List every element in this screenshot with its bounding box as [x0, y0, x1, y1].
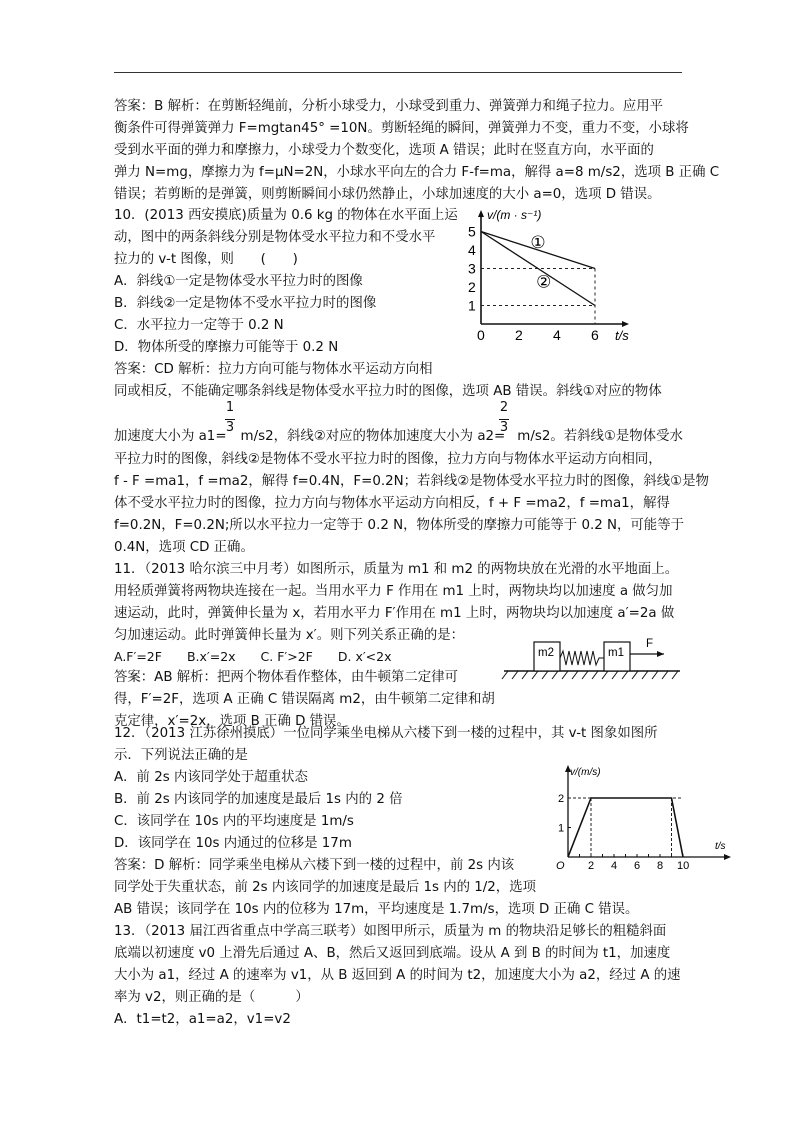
- q10-answer: 0.4N，选项 CD 正确。: [114, 540, 254, 555]
- q11-spring-diagram: [500, 632, 684, 684]
- x-axis-arrow: [724, 854, 731, 860]
- text-seg: 加速度大小为 a1=: [114, 429, 227, 444]
- x-tick-label: 8: [657, 860, 664, 871]
- q11-stem: 11．（2013 哈尔滨三中月考）如图所示，质量为 m1 和 m2 的两物块放在光滑的水平地面上。: [114, 562, 679, 577]
- text-line: 衡条件可得弹簧弹力 F=mgtan45° =10N。剪断轻绳的瞬间，弹簧弹力不变，重力不变，小球将: [114, 121, 689, 136]
- frac1-denominator: 3: [225, 420, 235, 435]
- q10-option-c: C．水平拉力一定等于 0.2 N: [114, 318, 284, 333]
- q13-stem: 大小为 a1，经过 A 的速率为 v1，从 B 返回到 A 的时间为 t2，加速度大小为 a2，经过 A 的速: [114, 968, 681, 983]
- y-axis-label: v/(m · s⁻¹): [487, 208, 542, 222]
- q12-answer: 同学处于失重状态，前 2s 内该同学的加速度是最后 1s 内的 1/2，选项: [114, 880, 536, 895]
- q11-answer: 得，F′=2F，选项 A 正确 C 错误隔离 m2，由牛顿第二定律和胡: [114, 692, 495, 707]
- q11-answer: 答案：AB 解析：把两个物体看作整体，由牛顿第二定律可: [114, 670, 458, 685]
- y-tick-label: 2: [468, 279, 476, 295]
- y-tick-label: 1: [558, 822, 565, 835]
- x-tick-label: 4: [611, 860, 618, 871]
- q10-answer: 同或相反，不能确定哪条斜线是物体受水平拉力时的图像，选项 AB 错误。斜线①对应的物体: [114, 384, 662, 399]
- block-m1-label: m1: [608, 647, 624, 659]
- q12-option-d: D．该同学在 10s 内通过的位移是 17m: [114, 836, 352, 851]
- y-tick-label: 4: [468, 242, 476, 258]
- q10-answer: 平拉力时的图像，斜线②是物体不受水平拉力时的图像，拉力方向与物体水平运动方向相同，: [114, 452, 662, 467]
- y-tick-label: 2: [558, 793, 565, 805]
- x-tick-label: 6: [634, 860, 641, 871]
- q11-stem: 用轻质弹簧将两物块连接在一起。当用水平力 F 作用在 m1 上时，两物块均以加速度 a 做匀加: [114, 584, 673, 599]
- q12-option-c: C．该同学在 10s 内的平均速度是 1m/s: [114, 814, 354, 829]
- ground-hatching: [502, 671, 678, 679]
- x-tick-label: 4: [553, 327, 561, 343]
- x-axis-arrow: [622, 321, 629, 327]
- q10-answer: 体不受水平拉力时的图像，拉力方向与物体水平运动方向相反，f + F =ma2，f =ma1，解得: [114, 496, 670, 511]
- y-axis-label: v/(m/s): [570, 767, 601, 778]
- q10-answer: 答案：CD 解析：拉力方向可能与物体水平运动方向相: [114, 362, 433, 377]
- q10-stem: 拉力的 v-t 图像，则 ( ): [114, 252, 298, 267]
- force-label: F: [646, 638, 654, 650]
- text-seg: m/s2，斜线②对应的物体加速度大小为 a2=: [240, 429, 506, 444]
- q10-chart-group: [468, 208, 629, 343]
- q10-answer: f - F =ma1，f =ma2，解得 f=0.4N，F=0.2N；若斜线②是物体受水平拉力时的图像，斜线①是物: [114, 474, 709, 489]
- x-axis-label: t/s: [715, 841, 726, 852]
- y-tick-label: 3: [468, 260, 476, 277]
- frac2-numerator: 2: [499, 400, 509, 415]
- q13-stem: 底端以初速度 v0 上滑先后通过 A、B，然后又返回到底端。设从 A 到 B 的时间为 t1，加速度: [114, 946, 671, 961]
- q11-stem: 匀加速运动。此时弹簧伸长量为 x′。则下列关系正确的是：: [114, 628, 464, 643]
- q13-stem: 13．（2013 届江西省重点中学高三联考）如图甲所示，质量为 m 的物块沿足够长的粗糙斜面: [114, 924, 667, 939]
- q10-option-a: A．斜线①一定是物体受水平拉力时的图像: [114, 274, 363, 289]
- x-axis-label: t/s: [615, 328, 629, 343]
- q12-option-b: B．前 2s 内该同学的加速度是最后 1s 内的 2 倍: [114, 792, 403, 807]
- q10-stem: 动，图中的两条斜线分别是物体受水平拉力和不受水平: [114, 230, 436, 245]
- q12-answer: 答案：D 解析：同学乘坐电梯从六楼下到一楼的过程中，前 2s 内该: [114, 858, 515, 873]
- text-seg: m/s2。若斜线①是物体受水: [517, 429, 683, 444]
- series-line: [568, 798, 683, 857]
- q10-vt-chart: [454, 206, 654, 348]
- q12-stem: 12．（2013 江苏徐州摸底）一位同学乘坐电梯从六楼下到一楼的过程中，其 v-t 图象如图所: [114, 726, 658, 741]
- q11-answer: 克定律，x′=2x，选项 B 正确 D 错误。: [114, 714, 350, 729]
- q12-option-a: A．前 2s 内该同学处于超重状态: [114, 770, 308, 785]
- q12-answer: AB 错误；该同学在 10s 内的位移为 17m，平均速度是 1.7m/s，选项 D 正确 C 错误。: [114, 902, 639, 917]
- frac2-denominator: 3: [499, 420, 509, 435]
- q12-chart-group: [556, 765, 731, 871]
- q10-option-b: B．斜线②一定是物体不受水平拉力时的图像: [114, 296, 377, 311]
- x-tick-label: 10: [677, 860, 690, 871]
- origin-label: O: [556, 860, 565, 871]
- q13-option-a: A．t1=t2，a1=a2，v1=v2: [114, 1012, 291, 1027]
- q13-stem: 率为 v2，则正确的是（ ）: [114, 990, 309, 1005]
- q11-options: A.F′=2F B.x′=2x C. F′>2F D. x′<2x: [114, 649, 392, 664]
- spring: [560, 651, 604, 665]
- block-m2-label: m2: [538, 647, 554, 659]
- series-label-2: ②: [536, 272, 552, 292]
- x-tick-label: 0: [477, 327, 485, 343]
- q11-stem: 速运动，此时，弹簧伸长量为 x，若用水平力 F′作用在 m1 上时，两物块均以加速度 a′=2a 做: [114, 606, 675, 621]
- text-line: 错误；若剪断的是弹簧，则剪断瞬间小球仍然静止，小球加速度的大小 a=0，选项 D 错误。: [114, 187, 661, 202]
- text-line: 答案：B 解析：在剪断轻绳前，分析小球受力，小球受到重力、弹簧弹力和绳子拉力。应用平: [114, 99, 664, 114]
- x-tick-label: 6: [591, 327, 599, 343]
- frac1-numerator: 1: [225, 400, 235, 415]
- q10-option-d: D．物体所受的摩擦力可能等于 0.2 N: [114, 340, 339, 355]
- q12-stem: 示．下列说法正确的是: [114, 748, 248, 763]
- text-line: 弹力 N=mg，摩擦力为 f=μN=2N，小球水平向左的合力 F-f=ma，解得 a=8 m/s2，选项 B 正确 C: [114, 165, 720, 180]
- q10-stem: 10．(2013 西安摸底)质量为 0.6 kg 的物体在水平面上运: [114, 208, 458, 223]
- y-axis-arrow: [478, 210, 484, 217]
- x-tick-label: 2: [588, 860, 595, 871]
- x-tick-label: 2: [515, 327, 523, 343]
- y-tick-label: 5: [468, 223, 476, 240]
- q12-vt-chart: [548, 763, 738, 871]
- q10-answer: f=0.2N，F=0.2N;所以水平拉力一定等于 0.2 N，物体所受的摩擦力可能等于 0.2 N，可能等于: [114, 518, 684, 533]
- header-rule: [114, 72, 682, 73]
- series-label-1: ①: [530, 232, 546, 252]
- y-tick-label: 1: [468, 297, 476, 314]
- force-arrowhead: [657, 651, 664, 657]
- q10-answer: [114, 428, 683, 446]
- text-line: 受到水平面的弹力和摩擦力，小球受力个数变化，选项 A 错误；此时在竖直方向，水平面的: [114, 143, 654, 158]
